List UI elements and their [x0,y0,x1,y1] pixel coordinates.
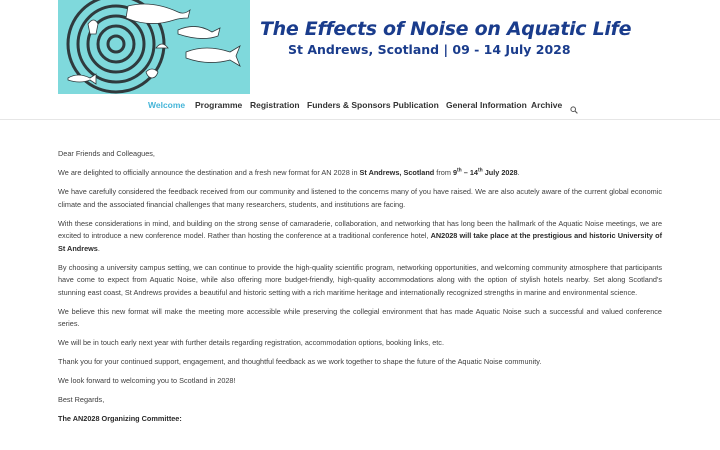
nav-item-funders-sponsors[interactable]: Funders & Sponsors [307,100,391,110]
follow-up-paragraph: We will be in touch early next year with further details regarding registration, accommodation options, booking links, etc. [58,338,444,347]
nav-item-programme[interactable]: Programme [195,100,243,110]
closing: Best Regards, [58,395,105,404]
conference-title: The Effects of Noise on Aquatic Life [260,18,632,40]
nav-item-publication[interactable]: Publication [393,100,439,110]
welcome-letter [58,148,662,432]
accessibility-paragraph: We believe this new format will make the meeting more accessible while preserving the collegial environment that has made Aquatic Noise such a successful and valued conference series. [58,306,662,328]
main-navigation [0,96,720,118]
header-divider [0,119,720,120]
nav-item-general-information[interactable]: General Information [446,100,527,110]
conference-location-dates: St Andrews, Scotland | 09 - 14 July 2028 [288,42,571,57]
location-text: St Andrews, Scotland [359,168,435,177]
search-icon[interactable] [570,101,578,119]
signature: The AN2028 Organizing Committee: [58,414,182,423]
nav-item-registration[interactable]: Registration [250,100,300,110]
new-format-paragraph: With these considerations in mind, and building on the strong sense of camaraderie, collaboration, and networking that has long been the hallmark of the Aquatic Noise meetings, we are excited to introduce a new conference model. Rather than hosting the conference at a traditional conference hotel, AN2028 will take place at the prestigious and historic University of St Andrews. [58,218,662,253]
venue-highlight: AN2028 will take place at the prestigious and historic University of St Andrews [58,231,662,253]
concentric-rings-graphic [58,0,250,94]
greeting: Dear Friends and Colleagues, [58,149,155,158]
squid-icon [88,20,98,34]
nav-item-archive[interactable]: Archive [531,100,563,110]
announcement-paragraph: We are delighted to officially announce the destination and a fresh new format for AN 2028 in St Andrews, Scotland from 9th – 14th July 2028. [58,167,520,177]
banner-illustration [58,0,250,94]
campus-paragraph: By choosing a university campus setting, we can continue to provide the high-quality scientific program, networking opportunities, and welcoming community atmosphere that participants have come to expect from Aquatic Noise, while also offering more budget-friendly, high-quality accommodations along with the option of stylish hotels nearby. Set along Scotland's stunning east coast, St Andrews provides a beautiful and historic setting with a rich maritime heritage and internationally recognized strengths in marine and environmental science. [58,262,662,297]
thanks-paragraph: Thank you for your continued support, engagement, and thoughtful feedback as we work together to shape the future of the Aquatic Noise community. [58,357,542,366]
welcome-paragraph: We look forward to welcoming you to Scotland in 2028! [58,376,236,385]
feedback-paragraph: We have carefully considered the feedback received from our community and listened to the concerns many of you have raised. We are also acutely aware of the current global economic climate and the associated financial challenges that many researchers, students, and institutions are facing. [58,187,662,209]
nav-item-welcome[interactable]: Welcome [148,100,186,110]
header-banner[interactable] [58,0,660,94]
